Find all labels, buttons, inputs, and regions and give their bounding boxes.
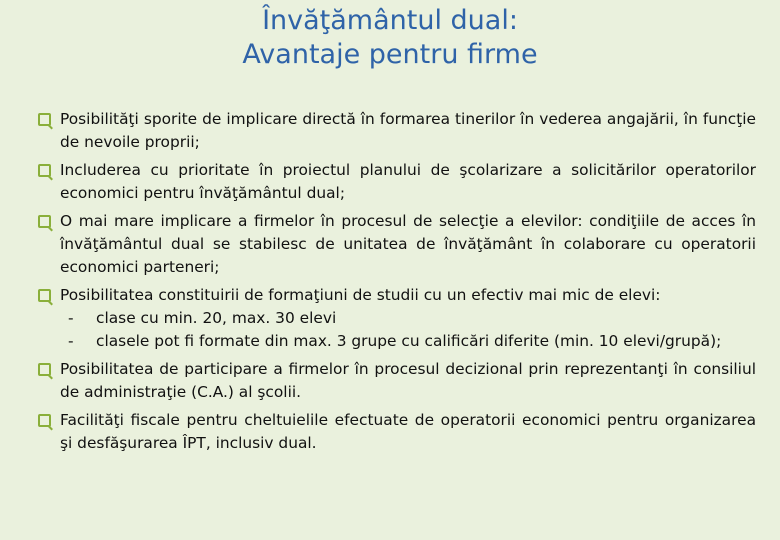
- sub-bullet-item: [60, 330, 756, 353]
- bullet-text: Posibilitatea constituirii de formaţiuni de studii cu un efectiv mai mic de elevi:: [60, 286, 661, 304]
- bullet-item: [38, 210, 756, 279]
- bullet-text: Includerea cu prioritate în proiectul planului de şcolarizare a solicitărilor operatorilor economici pentru învăţământul dual;: [60, 161, 756, 202]
- bullet-icon: [38, 363, 51, 376]
- bullet-item: [38, 409, 756, 455]
- sub-bullet-text: clase cu min. 20, max. 30 elevi: [96, 309, 337, 327]
- title-line-2: Avantaje pentru firme: [242, 39, 538, 70]
- bullet-item: [38, 159, 756, 205]
- bullet-icon: [38, 289, 51, 302]
- bullet-icon: [38, 164, 51, 177]
- bullet-icon: [38, 113, 51, 126]
- bullet-list: [38, 108, 756, 460]
- dash-marker: -: [68, 332, 74, 350]
- bullet-icon: [38, 414, 51, 427]
- sub-bullet-text: clasele pot fi formate din max. 3 grupe cu calificări diferite (min. 10 elevi/grupă);: [96, 332, 722, 350]
- dash-marker: -: [68, 309, 74, 327]
- bullet-item: [38, 284, 756, 353]
- bullet-text: Posibilităţi sporite de implicare directă în formarea tinerilor în vederea angajării, în funcţie de nevoile proprii;: [60, 110, 756, 151]
- title-line-1: Învăţământul dual:: [262, 5, 518, 36]
- slide-title: [0, 4, 780, 72]
- bullet-text: Facilităţi fiscale pentru cheltuielile efectuate de operatorii economici pentru organizarea şi desfăşurarea ÎPT, inclusiv dual.: [60, 411, 756, 452]
- sub-bullet-item: [60, 307, 756, 330]
- bullet-icon: [38, 215, 51, 228]
- bullet-item: [38, 108, 756, 154]
- bullet-item: [38, 358, 756, 404]
- bullet-text: Posibilitatea de participare a firmelor în procesul decizional prin reprezentanţi în consiliul de administraţie (C.A.) al şcolii.: [60, 360, 756, 401]
- bullet-text: O mai mare implicare a firmelor în procesul de selecţie a elevilor: condiţiile de acces în învăţământul dual se stabilesc de unitatea de învăţământ în colaborare cu operatorii economici parteneri;: [60, 212, 756, 276]
